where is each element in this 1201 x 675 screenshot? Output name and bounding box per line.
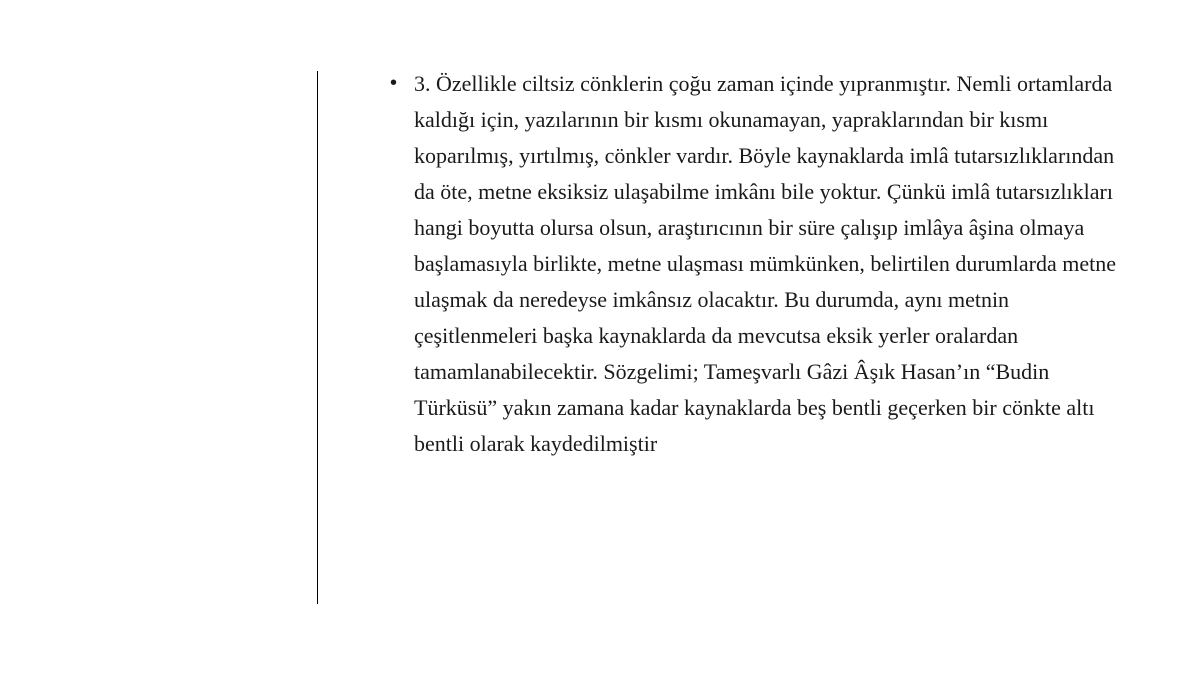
bullet-marker: • bbox=[390, 72, 398, 94]
bullet-paragraph bbox=[390, 66, 1120, 462]
slide-content bbox=[390, 66, 1120, 462]
bullet-text: 3. Özellikle ciltsiz cönklerin çoğu zaman içinde yıpranmıştır. Nemli ortamlarda kaldığı için, yazılarının bir kısmı okunamayan, yapraklarından bir kısmı koparılmış, yırtılmış, cönkler vardır. Böyle kaynaklarda imlâ tutarsızlıklarından da öte, metne eksiksiz ulaşabilme imkânı bile yoktur. Çünkü imlâ tutarsızlıkları hangi boyutta olursa olsun, araştırıcının bir süre çalışıp imlâya âşina olmaya başlamasıyla birlikte, metne ulaşması mümkünken, belirtilen durumlarda metne ulaşmak da neredeyse imkânsız olacaktır. Bu durumda, aynı metnin çeşitlenmeleri başka kaynaklarda da mevcutsa eksik yerler oralardan tamamlanabilecektir. Sözgelimi; Tameşvarlı Gâzi Âşık Hasan’ın “Budin Türküsü” yakın zamana kadar kaynaklarda beş bentli geçerken bir cönkte altı bentli olarak kaydedilmiştir bbox=[414, 71, 1116, 456]
vertical-divider-line bbox=[317, 71, 318, 604]
